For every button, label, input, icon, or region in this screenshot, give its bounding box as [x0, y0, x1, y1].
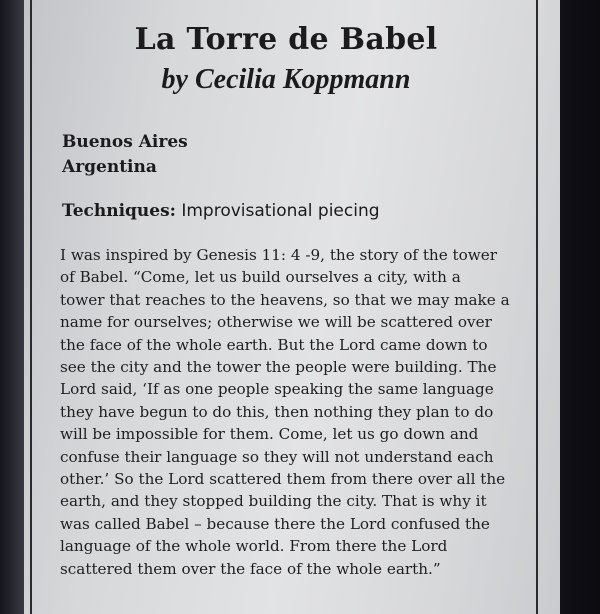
statement-line: will be impossible for them. Come, let us go down and	[60, 425, 479, 444]
statement-line: I was inspired by Genesis 11: 4 -9, the story of the tower	[60, 246, 498, 264]
statement-line: name for ourselves; otherwise we will be scattered over	[60, 313, 492, 332]
statement-line: see the city and the tower the people were building. The	[60, 358, 497, 377]
statement-line: confuse their language so they will not understand each	[60, 447, 494, 466]
statement-line: the face of the whole earth. But the Lord came down to	[60, 335, 488, 354]
statement-line: was called Babel – because there the Lord confused the	[60, 514, 490, 533]
statement-line: earth, and they stopped building the city. That is why it	[60, 492, 487, 511]
statement-line: Lord said, ‘If as one people speaking the same language	[60, 380, 494, 399]
artwork-title: La Torre de Babel	[134, 22, 438, 57]
statement-line: language of the whole world. From there the Lord	[60, 537, 448, 556]
location-city: Buenos Aires	[62, 132, 188, 152]
location-country: Argentina	[62, 157, 157, 177]
statement-line: scattered them over the face of the whole earth.”	[60, 559, 441, 578]
statement-line: other.’ So the Lord scattered them from there over all the	[60, 470, 506, 489]
techniques-line	[62, 201, 380, 221]
techniques-label: Techniques:	[62, 201, 176, 221]
artist-location	[62, 130, 188, 180]
artist-statement	[60, 244, 550, 580]
statement-line: tower that reaches to the heavens, so that we may make a	[60, 290, 510, 309]
techniques-value: Improvisational piecing	[181, 201, 380, 221]
statement-line: of Babel. “Come, let us build ourselves a city, with a	[60, 268, 461, 287]
statement-line: they have begun to do this, then nothing they plan to do	[60, 402, 494, 421]
artist-name: by Cecilia Koppmann	[161, 64, 411, 95]
